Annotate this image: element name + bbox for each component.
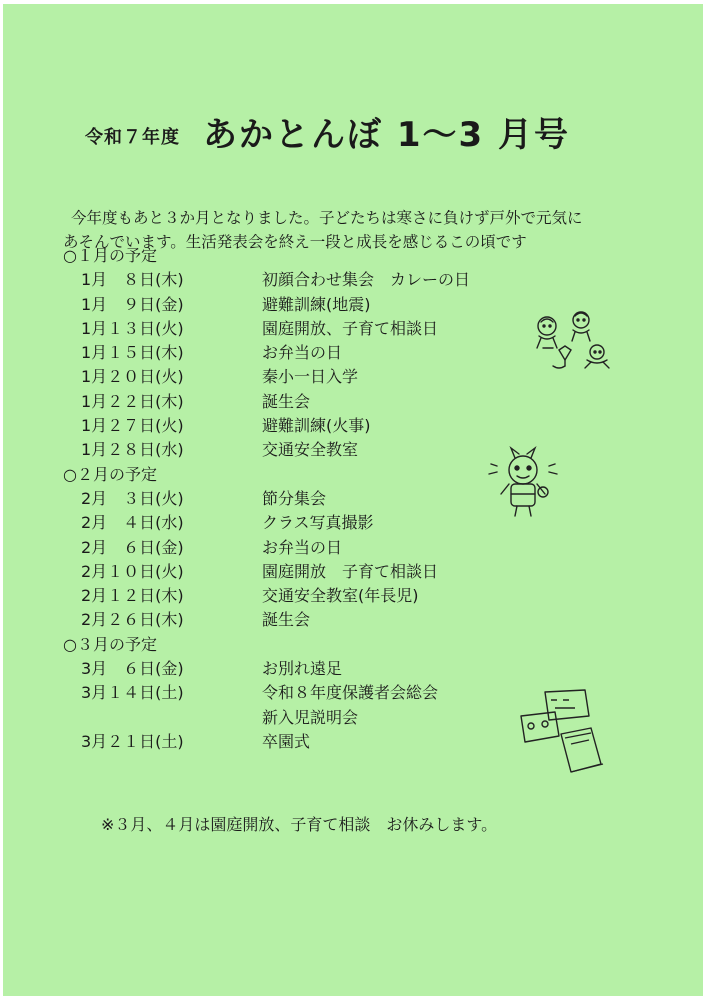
schedule-row bbox=[63, 365, 523, 389]
children-playing-illustration bbox=[523, 308, 613, 378]
schedule-section-heading: ○２月の予定 bbox=[63, 464, 157, 484]
photo-card-icon bbox=[545, 690, 589, 720]
newsletter-sheet bbox=[3, 4, 703, 996]
schedule-row bbox=[63, 268, 523, 292]
schedule-event: 節分集会 bbox=[262, 488, 327, 508]
schedule-event: 交通安全教室(年長児) bbox=[262, 586, 419, 606]
schedule-event: お弁当の日 bbox=[262, 343, 343, 363]
schedule-row bbox=[63, 584, 523, 608]
schedule-event: 初顔合わせ集会 カレーの日 bbox=[262, 270, 471, 290]
schedule-row bbox=[63, 730, 523, 754]
intro-line-2: あそんでいます。生活発表会を終え一段と成長を感じるこの頃です bbox=[63, 233, 527, 251]
schedule-row bbox=[63, 487, 523, 511]
schedule-event: 誕生会 bbox=[262, 391, 311, 411]
schedule-event: 園庭開放、子育て相談日 bbox=[262, 318, 439, 338]
schedule-event: 令和８年度保護者会総会 bbox=[262, 683, 439, 703]
schedule-row bbox=[63, 414, 523, 438]
schedule-date: 1月１５日(木) bbox=[81, 343, 184, 363]
drawing-card-icon bbox=[521, 712, 559, 742]
schedule-date: 2月 ３日(火) bbox=[81, 488, 184, 508]
schedule-date: 1月１３日(火) bbox=[81, 318, 184, 338]
schedule-date: 1月 ８日(木) bbox=[81, 270, 184, 290]
schedule-row bbox=[63, 706, 523, 730]
intro-line-1: 今年度もあと３か月となりました。子どたちは寒さに負けず戸外で元気に bbox=[71, 209, 583, 227]
schedule-row bbox=[63, 560, 523, 584]
era-label: 令和７年度 bbox=[85, 127, 180, 148]
schedule-row bbox=[63, 511, 523, 535]
schedule-date: 2月 ６日(金) bbox=[81, 537, 184, 557]
schedule-list bbox=[63, 244, 523, 754]
schedule-row bbox=[63, 657, 523, 681]
schedule-date: 2月１２日(木) bbox=[81, 586, 184, 606]
schedule-date: 2月１０日(火) bbox=[81, 561, 184, 581]
schedule-event: 秦小一日入学 bbox=[262, 367, 359, 387]
schedule-event: お弁当の日 bbox=[262, 537, 343, 557]
schedule-event: 避難訓練(火事) bbox=[262, 416, 371, 436]
schedule-date: 3月 ６日(金) bbox=[81, 659, 184, 679]
schedule-event: 新入児説明会 bbox=[262, 707, 359, 727]
schedule-row bbox=[63, 681, 523, 705]
schedule-row bbox=[63, 317, 523, 341]
schedule-event: 交通安全教室 bbox=[262, 440, 359, 460]
schedule-date: 1月２８日(水) bbox=[81, 440, 184, 460]
schedule-date: 2月 ４日(水) bbox=[81, 513, 184, 533]
footer-note: ※３月、４月は園庭開放、子育て相談 お休みします。 bbox=[101, 815, 498, 834]
oni-illustration bbox=[483, 444, 563, 524]
schedule-section-heading: ○３月の予定 bbox=[63, 634, 157, 654]
spinning-top-icon bbox=[559, 346, 571, 360]
album-books-illustration bbox=[515, 686, 605, 776]
schedule-date: 1月２２日(木) bbox=[81, 391, 184, 411]
schedule-date: 3月２１日(土) bbox=[81, 731, 184, 751]
schedule-event: 園庭開放 子育て相談日 bbox=[262, 561, 439, 581]
schedule-event: 誕生会 bbox=[262, 610, 311, 630]
schedule-date: 3月１４日(土) bbox=[81, 683, 184, 703]
schedule-row bbox=[63, 293, 523, 317]
schedule-event: クラス写真撮影 bbox=[262, 513, 374, 533]
schedule-row bbox=[63, 608, 523, 632]
schedule-row bbox=[63, 536, 523, 560]
schedule-event: 卒園式 bbox=[262, 731, 311, 751]
schedule-date: 1月２７日(火) bbox=[81, 416, 184, 436]
schedule-date: 2月２６日(木) bbox=[81, 610, 184, 630]
schedule-section-heading: ○１月の予定 bbox=[63, 246, 157, 265]
schedule-event: 避難訓練(地震) bbox=[262, 294, 371, 314]
schedule-date: 1月２０日(火) bbox=[81, 367, 184, 387]
schedule-event: お別れ遠足 bbox=[262, 659, 343, 679]
schedule-date: 1月 ９日(金) bbox=[81, 294, 184, 314]
schedule-row bbox=[63, 341, 523, 365]
schedule-row bbox=[63, 390, 523, 414]
newsletter-title: あかとんぼ 1～3 月号 bbox=[203, 115, 570, 155]
schedule-row bbox=[63, 438, 523, 462]
